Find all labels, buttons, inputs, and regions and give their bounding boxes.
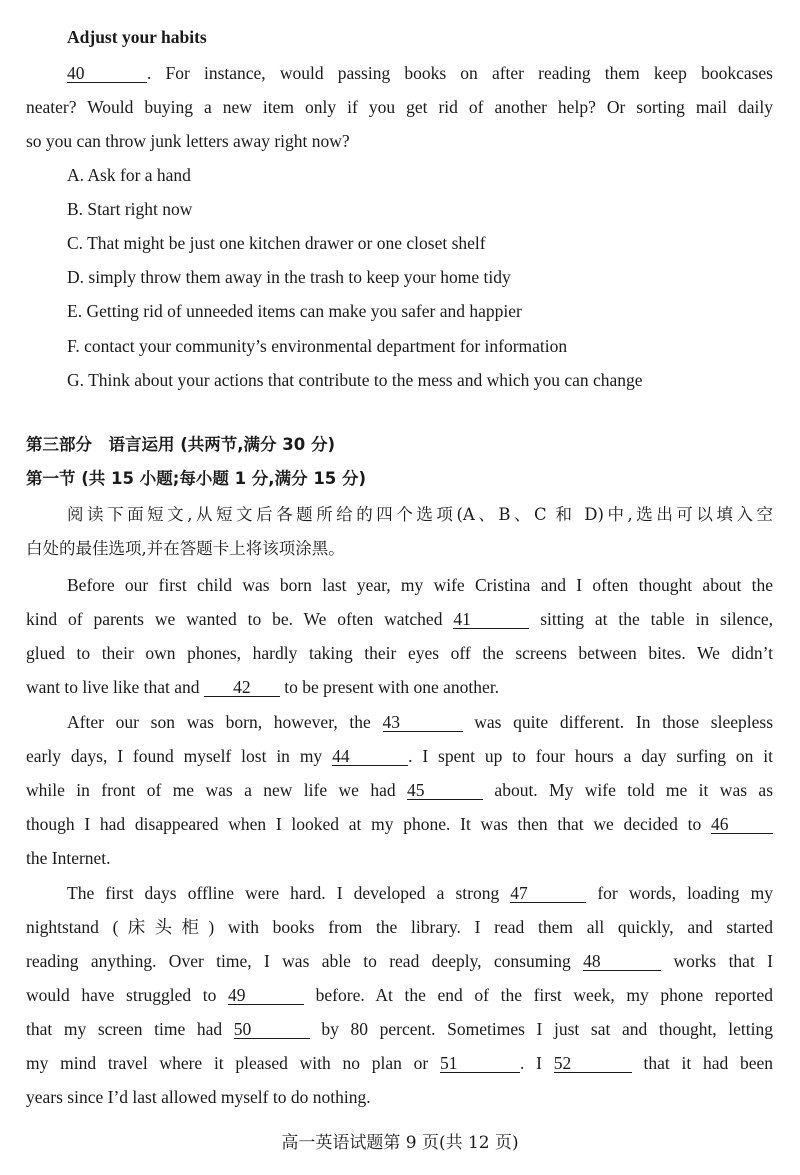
text-span: want to live like that and: [26, 677, 200, 697]
text-span: sitting at the table in silence,: [540, 609, 774, 629]
text-span: would have struggled to: [26, 985, 217, 1005]
text-span: by 80 percent. Sometimes I just sat and thought, letting: [321, 1019, 774, 1039]
blank-51: 51: [440, 1054, 520, 1073]
passage-line: [67, 61, 773, 85]
text-span: early days, I found myself lost in my: [26, 746, 323, 766]
part3-heading: 第三部分 语言运用 (共两节,满分 30 分): [26, 435, 336, 454]
passage-line: [26, 812, 773, 836]
instruction-line: 阅读下面短文,从短文后各题所给的四个选项(A、B、C 和 D)中,选出可以填入空: [67, 505, 773, 524]
passage-line: neater? Would buying a new item only if you get rid of another help? Or sorting mail daily: [26, 97, 773, 117]
passage-line: nightstand (床头柜) with books from the library. I read them all quickly, and started: [26, 917, 773, 937]
text-span: reading anything. Over time, I was able to read deeply, consuming: [26, 951, 571, 971]
text-span: The first days offline were hard. I developed a strong: [67, 883, 500, 903]
text-span: kind of parents we wanted to be. We often watched: [26, 609, 443, 629]
blank-52: 52: [554, 1054, 632, 1073]
passage-line: [26, 675, 499, 699]
passage-line: [26, 983, 773, 1007]
page-footer: 高一英语试题第 9 页(共 12 页): [281, 1133, 519, 1153]
blank-49: 49: [228, 986, 304, 1005]
text-span: that my screen time had: [26, 1019, 223, 1039]
option-g: G. Think about your actions that contribute to the mess and which you can change: [67, 370, 643, 390]
text-span: works that I: [673, 951, 773, 971]
passage-line: years since I’d last allowed myself to do nothing.: [26, 1087, 371, 1107]
text-span: . I: [520, 1053, 542, 1073]
passage-line: glued to their own phones, hardly taking their eyes off the screens between bites. We didn’t: [26, 643, 773, 663]
blank-43: 43: [383, 713, 463, 732]
blank-47: 47: [510, 884, 586, 903]
blank-46: 46: [711, 815, 773, 834]
passage-line: [26, 607, 773, 631]
passage-line: [67, 710, 773, 734]
blank-44: 44: [332, 747, 408, 766]
text-span: before. At the end of the first week, my phone reported: [315, 985, 774, 1005]
passage-line: [26, 1017, 773, 1041]
passage-line: [26, 949, 773, 973]
section1-heading: 第一节 (共 15 小题;每小题 1 分,满分 15 分): [26, 469, 367, 488]
instruction-line: 白处的最佳选项,并在答题卡上将该项涂黑。: [26, 539, 345, 558]
option-a: A. Ask for a hand: [67, 165, 191, 185]
text-span: that it had been: [643, 1053, 774, 1073]
section-title: Adjust your habits: [67, 27, 207, 47]
text-span: was quite different. In those sleepless: [474, 712, 774, 732]
text-span: . For instance, would passing books on after reading them keep bookcases: [147, 63, 773, 83]
blank-45: 45: [407, 781, 483, 800]
blank-50: 50: [234, 1020, 310, 1039]
text-span: After our son was born, however, the: [67, 712, 371, 732]
passage-line: [26, 778, 773, 802]
option-b: B. Start right now: [67, 199, 193, 219]
passage-line: [26, 744, 773, 768]
blank-41: 41: [453, 610, 529, 629]
text-span: . I spent up to four hours a day surfing on it: [408, 746, 773, 766]
text-span: my mind travel where it pleased with no plan or: [26, 1053, 429, 1073]
passage-line: the Internet.: [26, 848, 111, 868]
text-span: for words, loading my: [597, 883, 773, 903]
passage-line: so you can throw junk letters away right now?: [26, 131, 350, 151]
text-span: to be present with one another.: [284, 677, 500, 697]
option-f: F. contact your community’s environmental department for information: [67, 336, 568, 356]
option-c: C. That might be just one kitchen drawer or one closet shelf: [67, 233, 486, 253]
blank-40: 40: [67, 64, 147, 83]
option-d: D. simply throw them away in the trash to keep your home tidy: [67, 267, 511, 287]
passage-line: [67, 881, 773, 905]
text-span: about. My wife told me it was as: [494, 780, 774, 800]
passage-line: [26, 1051, 773, 1075]
passage-line: Before our first child was born last year, my wife Cristina and I often thought about the: [67, 575, 773, 595]
blank-42: 42: [204, 678, 280, 697]
blank-48: 48: [583, 952, 661, 971]
text-span: though I had disappeared when I looked at my phone. It was then that we decided to: [26, 814, 702, 834]
text-span: while in front of me was a new life we had: [26, 780, 396, 800]
option-e: E. Getting rid of unneeded items can make you safer and happier: [67, 301, 522, 321]
